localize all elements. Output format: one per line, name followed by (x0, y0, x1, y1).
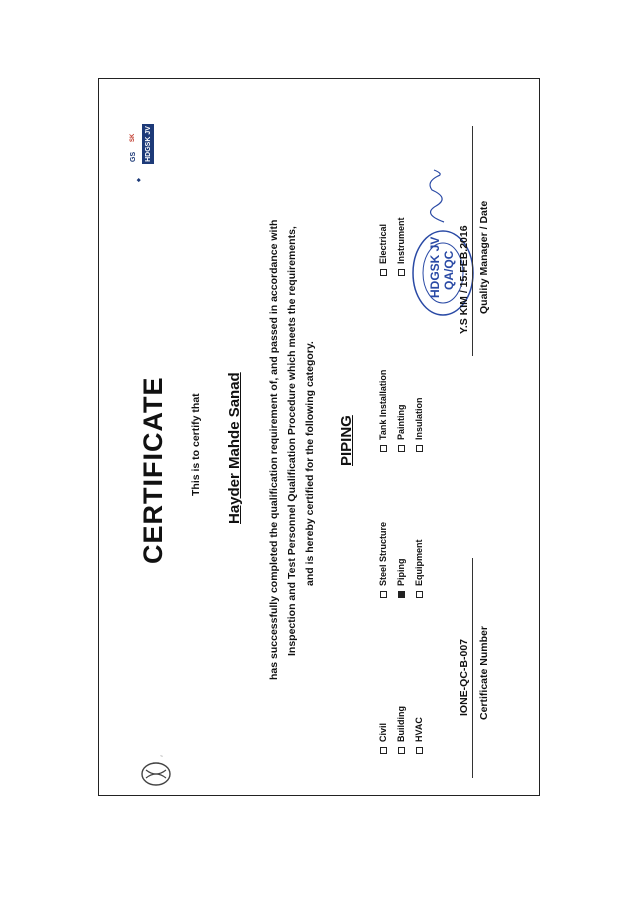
category-painting (396, 405, 406, 453)
body-line-2: Inspection and Test Personnel Qualification Procedure which meets the requirements, (286, 226, 298, 656)
approval-rule (472, 126, 473, 356)
company-seal-logo (136, 742, 176, 790)
stamp-line-2: QA/QC (442, 250, 456, 290)
category-label: Insulation (414, 397, 424, 440)
category-label: Piping (396, 558, 406, 586)
category-electrical (378, 224, 388, 276)
body-line-3: and is hereby certified for the following category. (304, 341, 316, 586)
category-label: Building (396, 706, 406, 742)
approval-signature: Y.S KIM / 15.FEB.2016 (458, 225, 470, 334)
certificate-number-label: Certificate Number (478, 626, 490, 720)
checkbox-equipment (416, 591, 423, 598)
signature-mark (414, 166, 454, 226)
certificate-title: CERTIFICATE (138, 376, 168, 564)
category-insulation (414, 398, 424, 453)
category-label: Equipment (414, 539, 424, 586)
certificate-canvas (98, 78, 540, 796)
category-label: HVAC (414, 717, 424, 742)
checkbox-piping (398, 591, 405, 598)
category-building (396, 706, 406, 754)
category-piping (396, 559, 406, 599)
category-instrument (396, 217, 406, 276)
hyundai-mark: ◆ (136, 178, 142, 182)
category-label: Steel Structure (378, 521, 388, 586)
checkbox-electrical (380, 269, 387, 276)
stamp-line-1: HDGSK JV (428, 236, 442, 298)
checkbox-building (398, 747, 405, 754)
category-label: Instrument (396, 217, 406, 264)
checkbox-tank-installation (380, 445, 387, 452)
category-title: PIPING (338, 415, 355, 466)
category-label: Painting (396, 404, 406, 440)
checkbox-hvac (416, 747, 423, 754)
sk-logo-text: SK (130, 133, 136, 142)
certificate-number-rule (472, 558, 473, 778)
category-label: Electrical (378, 223, 388, 264)
category-hvac (414, 717, 424, 754)
category-civil (378, 723, 388, 754)
recipient-name: Hayder Mahde Sanad (226, 372, 243, 524)
category-steel-structure (378, 522, 388, 598)
checkbox-instrument (398, 269, 405, 276)
svg-text:~: ~ (160, 754, 163, 760)
approval-label: Quality Manager / Date (478, 200, 490, 314)
checkbox-painting (398, 445, 405, 452)
category-label: Tank Installation (378, 369, 388, 440)
category-tank-installation (378, 370, 388, 452)
category-equipment (414, 540, 424, 599)
body-line-1: has successfully completed the qualification requirement of, and passed in accordance with (268, 219, 280, 680)
hdgsk-jv-logo (128, 122, 156, 184)
checkbox-insulation (416, 445, 423, 452)
category-label: Civil (378, 722, 388, 742)
checkbox-steel-structure (380, 591, 387, 598)
certify-intro: This is to certify that (190, 393, 202, 496)
checkbox-civil (380, 747, 387, 754)
certificate-number: IONE-QC-B-007 (458, 638, 470, 716)
gs-logo-text: GS (130, 151, 137, 162)
jv-logo-box: HDGSK JV (142, 124, 154, 164)
